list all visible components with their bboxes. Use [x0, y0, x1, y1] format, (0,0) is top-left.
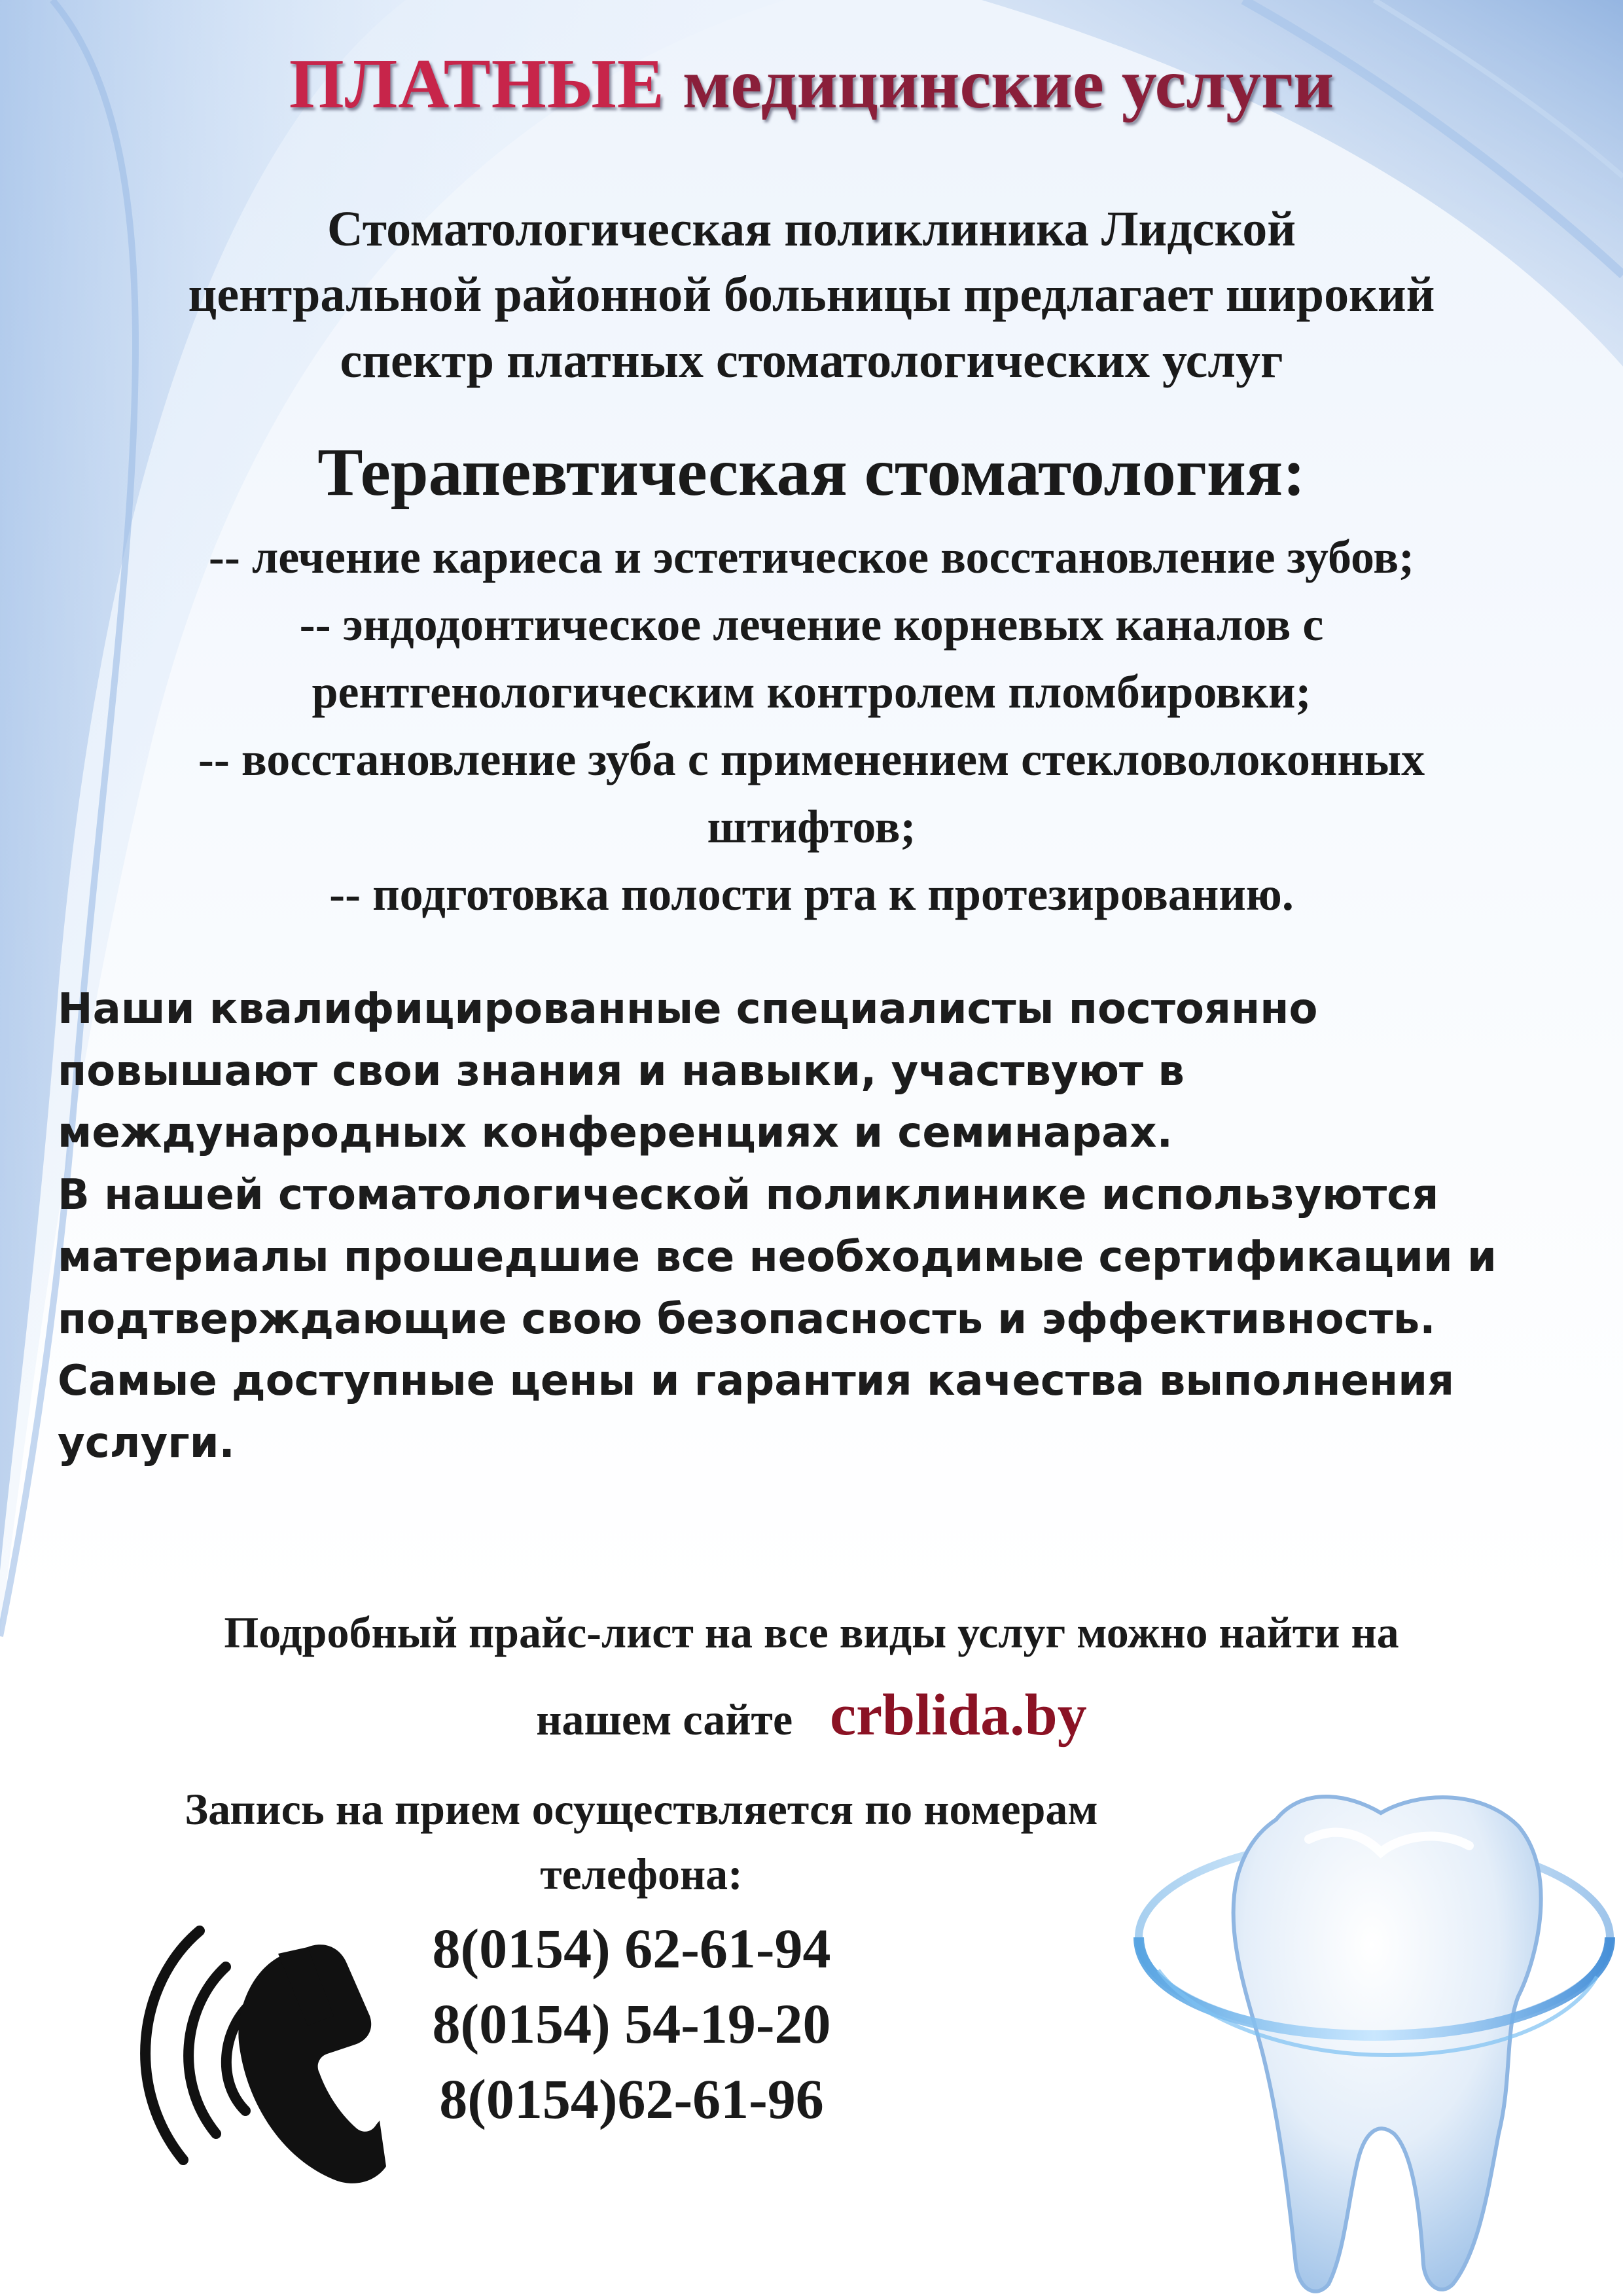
- booking-line: телефона:: [540, 1848, 743, 1899]
- services-list: [0, 524, 1623, 928]
- phone-numbers: [288, 1911, 975, 2138]
- intro-line: центральной районной больницы предлагает широкий: [188, 267, 1435, 323]
- phone-number[interactable]: 8(0154)62-61-96: [439, 2068, 824, 2131]
- body-line: подтверждающие свою безопасность и эффективность.: [58, 1295, 1436, 1344]
- body-line: В нашей стоматологической поликлинике используются: [58, 1171, 1439, 1220]
- intro-line: Стоматологическая поликлиника Лидской: [327, 202, 1296, 257]
- page-title: [0, 46, 1623, 124]
- service-item: штифтов;: [707, 800, 916, 853]
- intro-text: [0, 196, 1623, 393]
- body-line: международных конференциях и семинарах.: [58, 1109, 1173, 1158]
- body-line: повышают свои знания и навыки, участвуют в: [58, 1047, 1185, 1096]
- title-rest: медицинские услуги: [682, 45, 1334, 123]
- body-line: Самые доступные цены и гарантия качества выполнения: [58, 1357, 1455, 1406]
- description-paragraph: [58, 978, 1596, 1475]
- body-line: Наши квалифицированные специалисты постоянно: [58, 985, 1318, 1033]
- service-item: -- восстановление зуба с применением стекловолоконных: [198, 732, 1425, 785]
- price-note-line: Подробный прайс-лист на все виды услуг можно найти на: [224, 1607, 1399, 1657]
- phone-number[interactable]: 8(0154) 54-19-20: [432, 1992, 831, 2056]
- section-heading: Терапевтическая стоматология:: [317, 435, 1306, 510]
- booking-line: Запись на прием осуществляется по номерам: [185, 1784, 1098, 1834]
- body-line: материалы прошедшие все необходимые сертификации и: [58, 1232, 1497, 1282]
- price-note-prefix: нашем сайте: [536, 1694, 793, 1744]
- price-list-note: [0, 1597, 1623, 1763]
- service-item: -- подготовка полости рта к протезированию.: [329, 867, 1294, 920]
- service-item: -- лечение кариеса и эстетическое восстановление зубов;: [208, 531, 1415, 583]
- intro-line: спектр платных стоматологических услуг: [340, 332, 1283, 388]
- body-line: услуги.: [58, 1419, 235, 1468]
- service-item: рентгенологическим контролем пломбировки;: [312, 665, 1311, 718]
- service-item: -- эндодонтическое лечение корневых каналов с: [299, 598, 1324, 651]
- title-main: ПЛАТНЫЕ: [289, 45, 665, 123]
- website-link[interactable]: crblida.by: [830, 1682, 1087, 1748]
- tooth-icon: [1113, 1741, 1623, 2296]
- phone-number[interactable]: 8(0154) 62-61-94: [432, 1917, 831, 1980]
